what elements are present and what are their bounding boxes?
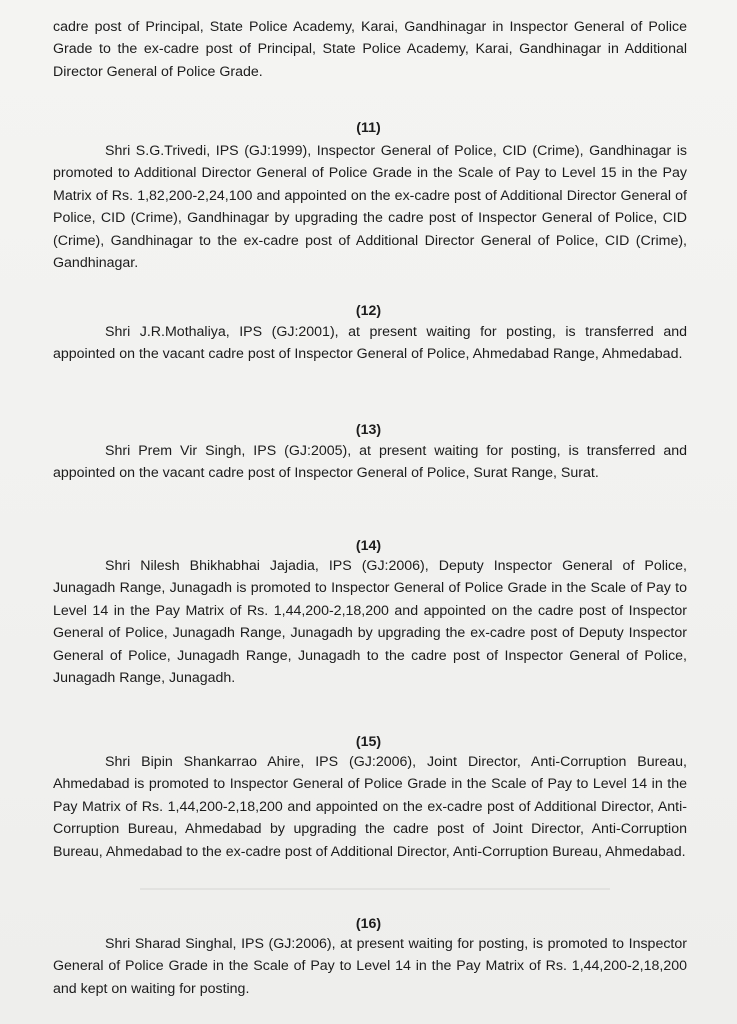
section-11-paragraph [53,140,687,274]
section-13-paragraph [53,440,687,485]
section-11-number: (11) [356,120,381,136]
section-14-paragraph [53,555,687,689]
section-12-number: (12) [355,303,382,319]
section-12-paragraph [53,321,687,366]
section-15-number: (15) [355,734,382,750]
intro-continuation-paragraph [53,16,687,83]
section-16-text: Shri Sharad Singhal, IPS (GJ:2006), at present waiting for posting, is promoted to Inspector General of Police Grade in the Scale of Pay to Level 14 in the Pay Matrix of Rs. 1,44,200-2,18,200 and kept on waiting for posting. [53,936,687,997]
section-12-text: Shri J.R.Mothaliya, IPS (GJ:2001), at present waiting for posting, is transferred and appointed on the vacant cadre post of Inspector General of Police, Ahmedabad Range, Ahmedabad. [53,324,687,363]
section-16-number: (16) [355,916,382,932]
section-13-number: (13) [355,422,382,438]
section-14-number: (14) [355,538,382,554]
section-11-text: Shri S.G.Trivedi, IPS (GJ:1999), Inspector General of Police, CID (Crime), Gandhinagar is promoted to Additional Director General of Police Grade in the Scale of Pay to Level 15 in the Pay Matrix of Rs. 1,82,200-2,24,100 and appointed on the ex-cadre post of Additional Director General of Police, CID (Crime), Gandhinagar by upgrading the cadre post of Inspector General of Police, CID (Crime), Gandhinagar to the ex-cadre post of Additional Director General of Police, CID (Crime), Gandhinagar. [53,143,687,272]
intro-continuation-text: cadre post of Principal, State Police Academy, Karai, Gandhinagar in Inspector General of Police Grade to the ex-cadre post of Principal, State Police Academy, Karai, Gandhinagar in Additional Director General of Police Grade. [53,19,687,80]
section-13-text: Shri Prem Vir Singh, IPS (GJ:2005), at present waiting for posting, is transferred and appointed on the vacant cadre post of Inspector General of Police, Surat Range, Surat. [53,443,687,482]
section-14-text: Shri Nilesh Bhikhabhai Jajadia, IPS (GJ:2006), Deputy Inspector General of Police, Junagadh Range, Junagadh is promoted to Inspector General of Police Grade in the Scale of Pay to Level 14 in the Pay Matrix of Rs. 1,44,200-2,18,200 and appointed on the cadre post of Inspector General of Police, Junagadh Range, Junagadh by upgrading the ex-cadre post of Deputy Inspector General of Police, Junagadh Range, Junagadh to the cadre post of Inspector General of Police, Junagadh Range, Junagadh. [53,558,687,687]
section-15-text: Shri Bipin Shankarrao Ahire, IPS (GJ:2006), Joint Director, Anti-Corruption Bureau, Ahmedabad is promoted to Inspector General of Police Grade in the Scale of Pay to Level 14 in the Pay Matrix of Rs. 1,44,200-2,18,200 and appointed on the ex-cadre post of Additional Director, Anti-Corruption Bureau, Ahmedabad by upgrading the cadre post of Joint Director, Anti-Corruption Bureau, Ahmedabad to the ex-cadre post of Additional Director, Anti-Corruption Bureau, Ahmedabad. [53,754,687,860]
section-16-paragraph [53,933,687,1000]
section-15-paragraph [53,751,687,863]
bleed-through-line [140,888,610,890]
